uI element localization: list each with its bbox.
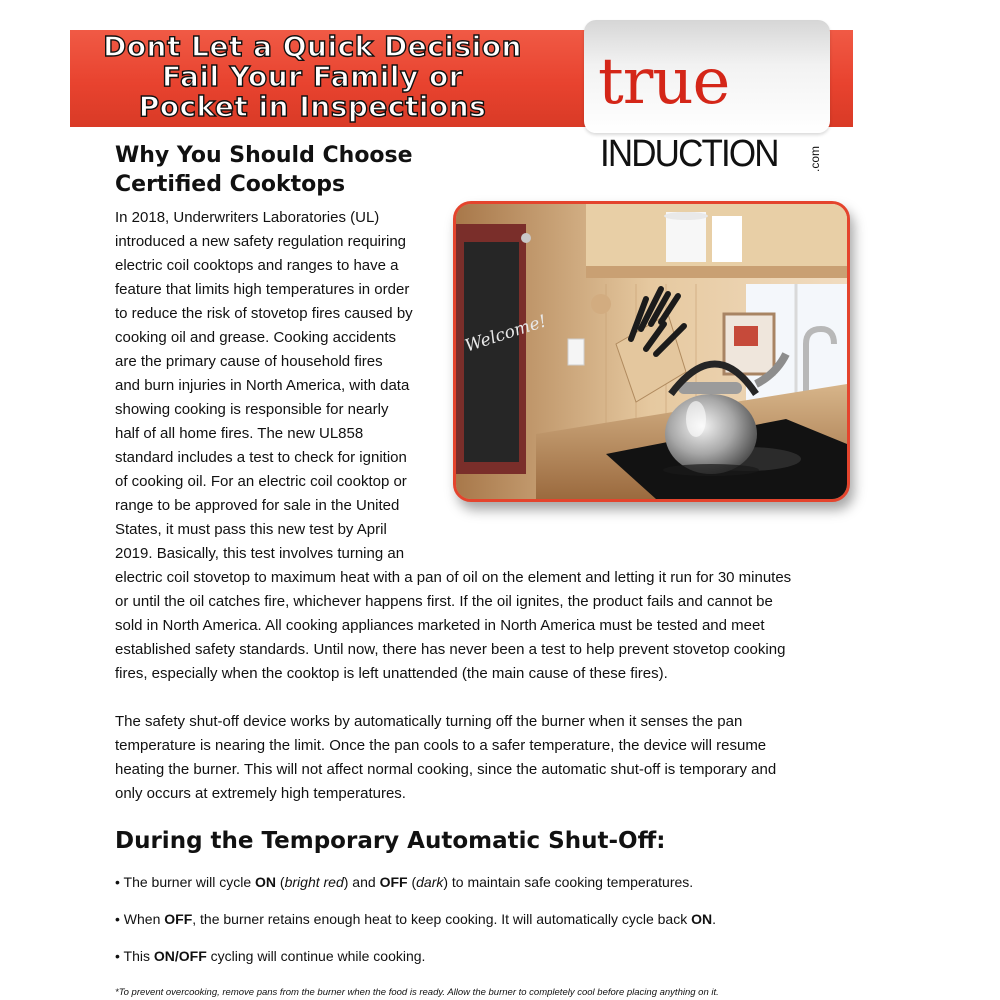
heading-line: Certified Cooktops: [115, 172, 346, 197]
bullet-text: • When: [115, 911, 165, 927]
text-line: standard includes a test to check for ignition: [115, 449, 407, 466]
text-line: half of all home fires. The new UL858: [115, 425, 364, 442]
banner-line: Fail Your Family or: [161, 60, 464, 93]
banner-line: Dont Let a Quick Decision: [103, 30, 522, 63]
footnote: *To prevent overcooking, remove pans from the burner when the food is ready. Allow the burner to completely cool before placing anything on it.: [115, 987, 719, 998]
bullet-text: ) and: [343, 874, 380, 890]
text-line: In 2018, Underwriters Laboratories (UL): [115, 209, 380, 226]
logo-suffix: .com: [808, 145, 822, 172]
text-line: only occurs at extremely high temperatures.: [115, 785, 406, 802]
heading-line: Why You Should Choose: [115, 143, 413, 168]
text-line: of cooking oil. For an electric coil cooktop or: [115, 473, 407, 490]
text-line: fires, especially when the cooktop is left unattended (the main cause of these fires).: [115, 665, 668, 682]
shutoff-paragraph: [115, 710, 855, 806]
off-description: dark: [416, 874, 444, 890]
text-line: States, it must pass this new test by April: [115, 521, 387, 538]
text-line: and burn injuries in North America, with data: [115, 377, 410, 394]
bullet-retain-heat: [115, 910, 716, 928]
on-label: ON: [691, 911, 713, 927]
text-line: 2019. Basically, this test involves turning an: [115, 545, 405, 562]
text-line: to reduce the risk of stovetop fires caused by: [115, 305, 413, 322]
logo-word-induction: INDUCTION: [600, 133, 778, 175]
off-label: OFF: [164, 911, 193, 927]
off-label: OFF: [379, 874, 408, 890]
banner-headline: [70, 32, 555, 122]
text-line: range to be approved for sale in the United: [115, 497, 400, 514]
slash: /: [174, 948, 179, 964]
chalkboard-text: Welcome!: [462, 311, 549, 357]
bullet-continue: [115, 947, 425, 965]
text-line: electric coil stovetop to maximum heat with a pan of oil on the element and letting it run for 30 minutes: [115, 569, 792, 586]
text-line: sold in North America. All cooking appliances marketed in North America must be tested and meet: [115, 617, 765, 634]
section-heading-certified: [115, 141, 475, 199]
bullet-text: • The burner will cycle: [115, 874, 256, 890]
intro-paragraph-continued: [115, 566, 855, 686]
intro-paragraph: [115, 206, 445, 566]
on-label: ON: [255, 874, 277, 890]
text-line: introduced a new safety regulation requiring: [115, 233, 407, 250]
text-line: heating the burner. This will not affect normal cooking, since the automatic shut-off is temporary and: [115, 761, 777, 778]
bullet-text: , the burner retains enough heat to keep cooking. It will automatically cycle back: [192, 911, 692, 927]
kitchen-photo: [453, 201, 850, 502]
off-label: OFF: [178, 948, 207, 964]
text-line: electric coil cooktops and ranges to have a: [115, 257, 399, 274]
bullet-text: (: [407, 874, 417, 890]
on-label: ON: [153, 948, 175, 964]
section-heading-shutoff: During the Temporary Automatic Shut-Off:: [115, 828, 666, 854]
bullet-text: ) to maintain safe cooking temperatures.: [443, 874, 694, 890]
bullet-cycle: [115, 873, 693, 891]
text-line: showing cooking is responsible for nearly: [115, 401, 389, 418]
text-line: The safety shut-off device works by automatically turning off the burner when it senses the pan: [115, 713, 743, 730]
banner-line: Pocket in Inspections: [138, 90, 487, 123]
text-line: temperature is nearing the limit. Once the pan cools to a safer temperature, the device will resume: [115, 737, 767, 754]
bullet-text: (: [276, 874, 285, 890]
kitchen-illustration: [456, 204, 847, 499]
logo-word-true: true: [598, 45, 730, 119]
bullet-text: • This: [115, 948, 154, 964]
text-line: feature that limits high temperatures in order: [115, 281, 410, 298]
on-description: bright red: [284, 874, 344, 890]
text-line: are the primary cause of household fires: [115, 353, 383, 370]
text-line: established safety standards. Until now, there has never been a test to help prevent stovetop cooking: [115, 641, 786, 658]
text-line: or until the oil catches fire, whichever happens first. If the oil ignites, the product fails and cannot be: [115, 593, 773, 610]
bullet-text: cycling will continue while cooking.: [206, 948, 426, 964]
bullet-text: .: [712, 911, 716, 927]
text-line: cooking oil and grease. Cooking accidents: [115, 329, 397, 346]
